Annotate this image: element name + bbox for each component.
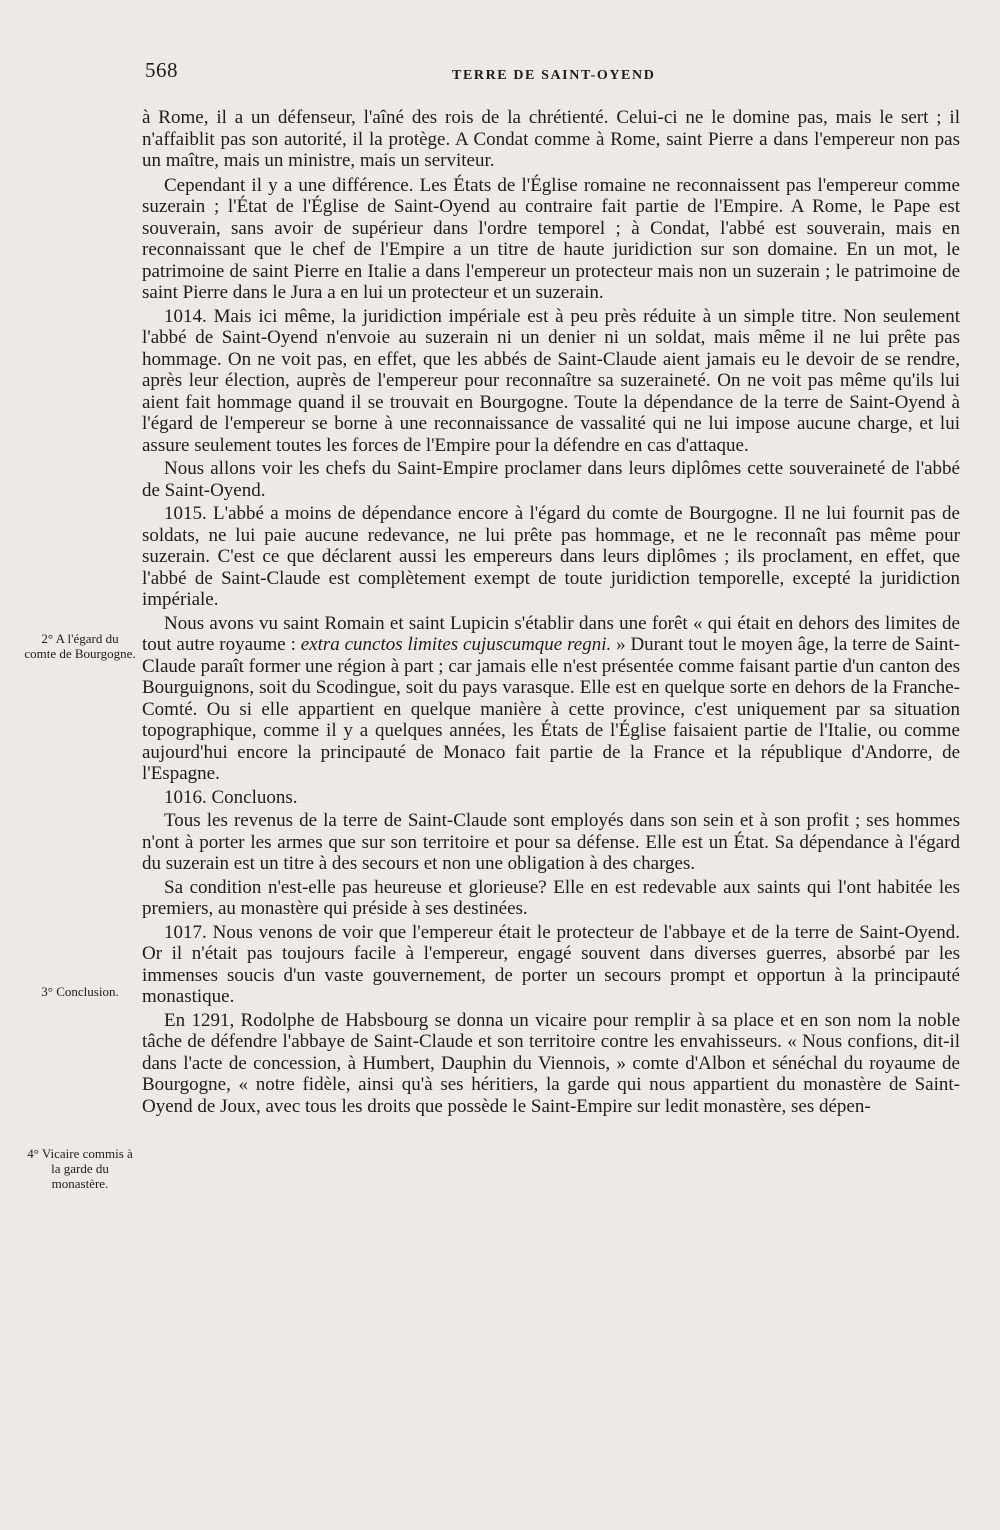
paragraph-text: » Durant tout le moyen âge, la terre de Saint-Claude paraît former une région à part ; car jamais elle n'est présentée comme faisant partie d'un canton des Bourguignons, soit du Scodingue, soit du pays varasque. Elle est en quelque sorte en dehors de la Franche-Comté. Ou si elle appartient en quelque manière à cette province, c'est uniquement par sa situation topographique, comme il y a quelques années, les États de l'Église faisaient partie de l'Italie, ou comme aujourd'hui encore la principauté de Monaco fait partie de la France et la république d'Andorre, de l'Espagne.	[142, 634, 961, 784]
paragraph: Cependant il y a une différence. Les États de l'Église romaine ne reconnaissent pas l'empereur comme suzerain ; l'État de l'Église de Saint-Oyend au contraire fait partie de l'Empire. A Rome, le Pape est souverain, sans avoir de supérieur dans l'ordre temporel ; à Condat, l'abbé est souverain, mais en reconnaissant que le chef de l'Empire a un titre de haute juridiction sur son domaine. En un mot, le patrimoine de saint Pierre en Italie a dans l'empereur un protecteur mais non un suzerain ; le patrimoine de saint Pierre dans le Jura a en lui un protecteur et un suzerain.	[142, 174, 960, 303]
margin-note-comte: 2° A l'égard du comte de Bourgogne.	[24, 631, 136, 661]
margin-note-vicaire: 4° Vicaire commis à la garde du monastère.	[27, 1146, 133, 1191]
paragraph: En 1291, Rodolphe de Habsbourg se donna un vicaire pour remplir à sa place et en son nom la noble tâche de défendre l'abbaye de Saint-Claude et son territoire contre les envahisseurs. « Nous confions, dit-il dans l'acte de concession, à Humbert, Dauphin du Viennois, » comte d'Albon et sénéchal du royaume de Bourgogne, « notre fidèle, ainsi qu'à ses héritiers, la garde qui nous appartient du monastère de Saint-Oyend de Joux, avec tous les droits que possède le Saint-Empire sur ledit monastère, ses dépen-	[142, 1009, 960, 1117]
body-text	[142, 107, 960, 1117]
paragraph: 1014. Mais ici même, la juridiction impériale est à peu près réduite à un simple titre. Non seulement l'abbé de Saint-Oyend n'envoie au suzerain ni un denier ni un soldat, mais même il ne lui prête pas hommage. On ne voit pas, en effet, que les abbés de Saint-Claude aient jamais eu le devoir de se rendre, après leur élection, auprès de l'empereur pour reconnaître sa suzeraineté. On ne voit pas même qu'ils lui aient fait hommage quand il se trouvait en Bourgogne. Toute la dépendance de la terre de Saint-Oyend à l'égard de l'empereur se borne à une reconnaissance de vassalité qui ne lui impose aucune charge, et lui assure seulement toutes les forces de l'Empire pour la défendre en cas d'attaque.	[142, 305, 960, 456]
paragraph: 1017. Nous venons de voir que l'empereur était le protecteur de l'abbaye et de la terre de Saint-Oyend. Or il n'était pas toujours facile à l'empereur, engagé souvent dans diverses guerres, absorbé par les immenses soucis d'un vaste gouvernement, de porter un secours prompt et opportun à la principauté monastique.	[142, 921, 960, 1007]
paragraph-text: Nous avons vu saint Romain et saint Lupicin s'établir dans une forêt « qui était en dehors des limites de tout autre royaume :	[142, 612, 960, 655]
margin-note-conclusion: 3° Conclusion.	[41, 984, 119, 999]
running-head: TERRE DE SAINT-OYEND	[452, 68, 656, 83]
latin-quote: extra cunctos limites cujuscumque regni.	[300, 634, 612, 655]
paragraph	[142, 613, 960, 785]
page-number: 568	[145, 58, 178, 82]
paragraph: Nous allons voir les chefs du Saint-Empire proclamer dans leurs diplômes cette souveraineté de l'abbé de Saint-Oyend.	[142, 458, 960, 501]
paragraph: à Rome, il a un défenseur, l'aîné des rois de la chrétienté. Celui-ci ne le domine pas, mais le sert ; il n'affaiblit pas son autorité, il la protège. A Condat comme à Rome, saint Pierre a dans l'empereur non pas un maître, mais un ministre, mais un serviteur.	[142, 107, 960, 171]
paragraph: 1016. Concluons.	[164, 786, 298, 808]
paragraph: Tous les revenus de la terre de Saint-Claude sont employés dans son sein et à son profit ; ses hommes n'ont à porter les armes que sur son territoire et pour sa défense. Elle est un État. Sa dépendance à l'égard du suzerain est un titre à des secours et non une obligation à des charges.	[142, 810, 960, 874]
paragraph: 1015. L'abbé a moins de dépendance encore à l'égard du comte de Bourgogne. Il ne lui fournit pas de soldats, ne lui paie aucune redevance, ne lui prête pas hommage, et ne le reconnaît pas même pour suzerain. C'est ce que déclarent aussi les empereurs dans leurs diplômes ; ils proclament, en effet, que l'abbé de Saint-Claude est complètement exempt de toute juridiction temporelle, excepté la juridiction impériale.	[142, 503, 960, 610]
paragraph: Sa condition n'est-elle pas heureuse et glorieuse? Elle en est redevable aux saints qui l'ont habitée les premiers, au monastère qui préside à ses destinées.	[142, 876, 960, 919]
